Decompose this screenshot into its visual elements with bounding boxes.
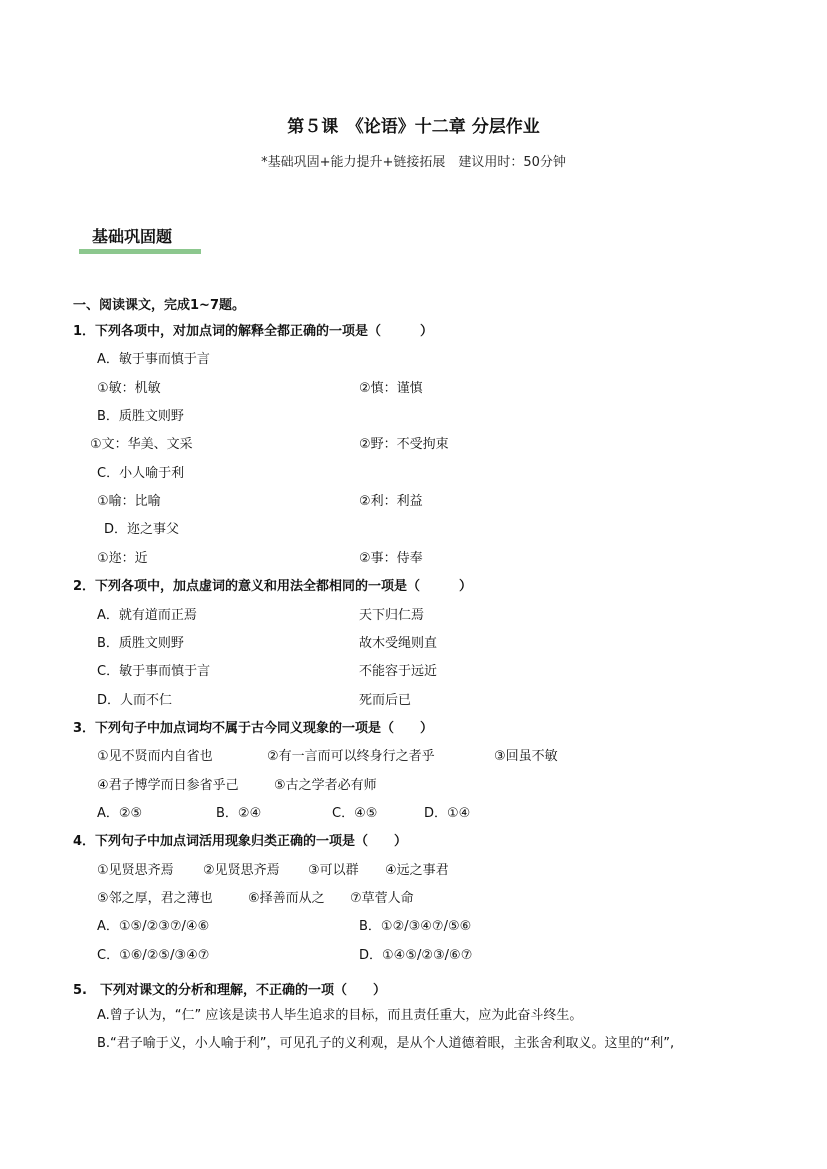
q3-option-b: B．②④ [216, 806, 262, 821]
question-5-stem: 5. 下列对课文的分析和理解，不正确的一项（ ） [73, 983, 386, 998]
q1-option-b-item1: ①文：华美、文采 [90, 437, 193, 452]
q3-sentence-5: ⑤古之学者必有师 [274, 778, 377, 793]
q1-option-d-item2: ②事：侍奉 [359, 551, 423, 566]
q4-option-a: A．①⑤/②③⑦/④⑥ [97, 919, 210, 934]
q1-option-c-item2: ②利：利益 [359, 494, 423, 509]
q2-option-d-right: 死而后已 [359, 693, 412, 708]
q1-option-c: C．小人喻于利 [97, 466, 185, 481]
section-underline [79, 249, 201, 254]
question-2-stem: 2．下列各项中，加点虚词的意义和用法全都相同的一项是（ ） [73, 579, 473, 594]
q5-option-a: A.曾子认为，“仁” 应该是读书人毕生追求的目标，而且责任重大，应为此奋斗终生。 [97, 1008, 583, 1023]
q1-option-a: A．敏于事而慎于言 [97, 352, 210, 367]
q1-option-a-item2: ②慎：谨慎 [359, 381, 423, 396]
q3-option-a: A．②⑤ [97, 806, 143, 821]
q5-option-b: B.“君子喻于义，小人喻于利”，可见孔子的义利观，是从个人道德着眼，主张舍利取义。这里的“利”, [97, 1036, 675, 1051]
q1-option-b-item2: ②野：不受拘束 [359, 437, 449, 452]
q3-sentence-3: ③回虽不敏 [494, 749, 558, 764]
question-1-stem: 1．下列各项中，对加点词的解释全都正确的一项是（ ） [73, 324, 434, 339]
q4-sentence-7: ⑦草菅人命 [350, 891, 414, 906]
q1-option-d: D．迩之事父 [104, 522, 180, 537]
q1-option-b: B．质胜文则野 [97, 409, 184, 424]
q1-option-a-item1: ①敏：机敏 [97, 381, 161, 396]
q4-sentence-2: ②见贤思齐焉 [203, 863, 280, 878]
page-title: 第５课 《论语》十二章 分层作业 [287, 117, 540, 137]
q4-sentence-1: ①见贤思齐焉 [97, 863, 174, 878]
q2-option-c-left: C．敏于事而慎于言 [97, 664, 211, 679]
q4-sentence-6: ⑥择善而从之 [248, 891, 325, 906]
q3-option-c: C．④⑤ [332, 806, 378, 821]
q4-sentence-5: ⑤邻之厚，君之薄也 [97, 891, 213, 906]
q2-option-a-right: 天下归仁焉 [359, 608, 425, 623]
q2-option-d-left: D．人而不仁 [97, 693, 173, 708]
section-title: 基础巩固题 [92, 227, 173, 246]
question-3-stem: 3．下列句子中加点词均不属于古今同义现象的一项是（ ） [73, 721, 434, 736]
q4-option-c: C．①⑥/②⑤/③④⑦ [97, 948, 210, 963]
q4-option-d: D．①④⑤/②③/⑥⑦ [359, 948, 473, 963]
q4-sentence-3: ③可以群 [308, 863, 359, 878]
question-4-stem: 4．下列句子中加点词活用现象归类正确的一项是（ ） [73, 834, 408, 849]
q2-option-c-right: 不能容于远近 [359, 664, 438, 679]
q1-option-d-item1: ①迩：近 [97, 551, 148, 566]
q2-option-b-right: 故木受绳则直 [359, 636, 438, 651]
q3-option-d: D．①④ [424, 806, 471, 821]
q4-option-b: B．①②/③④⑦/⑤⑥ [359, 919, 472, 934]
q2-option-b-left: B．质胜文则野 [97, 636, 184, 651]
q1-option-c-item1: ①喻：比喻 [97, 494, 161, 509]
q3-sentence-4: ④君子博学而日参省乎己 [97, 778, 239, 793]
q4-sentence-4: ④远之事君 [385, 863, 449, 878]
q3-sentence-1: ①见不贤而内自省也 [97, 749, 213, 764]
page-subtitle: *基础巩固+能力提升+链接拓展 建议用时：50分钟 [261, 155, 566, 170]
q3-sentence-2: ②有一言而可以终身行之者乎 [267, 749, 435, 764]
part-heading: 一、阅读课文，完成1~7题。 [73, 298, 245, 313]
q2-option-a-left: A．就有道而正焉 [97, 608, 197, 623]
